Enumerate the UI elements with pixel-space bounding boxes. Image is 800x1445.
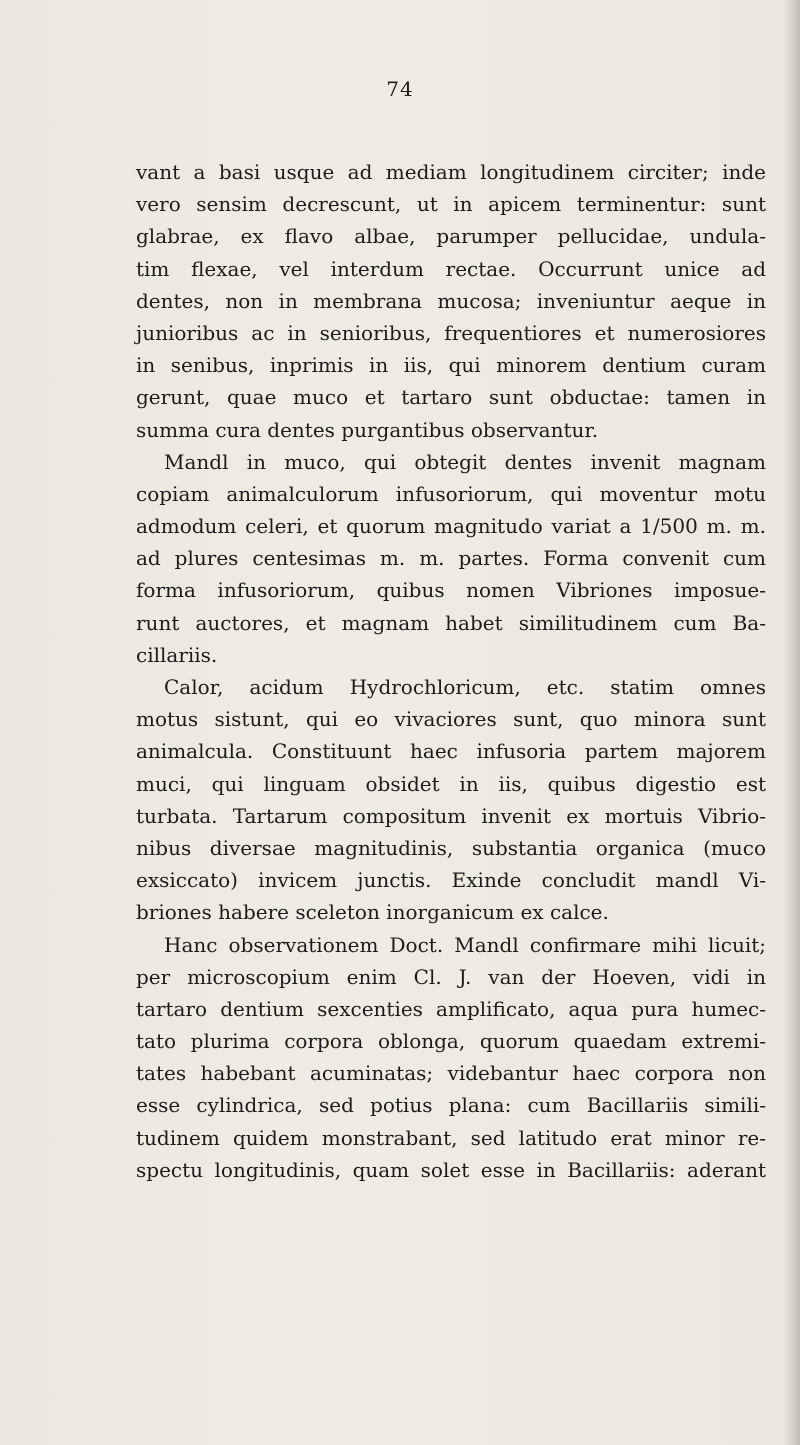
text-line: exsiccato) invicem junctis. Exinde concludit mandl Vi-: [136, 868, 766, 893]
text-line: motus sistunt, qui eo vivaciores sunt, quo minora sunt: [136, 707, 766, 732]
text-line: tates habebant acuminatas; videbantur haec corpora non: [136, 1061, 766, 1086]
text-line: nibus diversae magnitudinis, substantia organica (muco: [136, 835, 766, 860]
text-line: spectu longitudinis, quam solet esse in Bacillariis: aderant: [136, 1157, 766, 1182]
text-line: summa cura dentes purgantibus observantur.: [136, 417, 599, 442]
text-line: Calor, acidum Hydrochloricum, etc. statim omnes: [164, 675, 766, 699]
text-line: vant a basi usque ad mediam longitudinem circiter; inde: [136, 160, 766, 184]
page-edge-shadow: [784, 0, 800, 1445]
text-line: glabrae, ex flavo albae, parumper pellucidae, undula-: [136, 224, 766, 249]
text-line: admodum celeri, et quorum magnitudo variat a 1/500 m. m.: [136, 514, 766, 539]
text-line: copiam animalculorum infusoriorum, qui moventur motu: [136, 481, 766, 506]
text-line: turbata. Tartarum compositum invenit ex mortuis Vibrio-: [136, 803, 766, 828]
text-line: tim flexae, vel interdum rectae. Occurrunt unice ad: [136, 256, 766, 281]
text-line: per microscopium enim Cl. J. van der Hoeven, vidi in: [136, 964, 766, 989]
text-line: junioribus ac in senioribus, frequentiores et numerosiores: [136, 320, 766, 345]
text-line: tato plurima corpora oblonga, quorum quaedam extremi-: [136, 1029, 766, 1054]
text-line: Hanc observationem Doct. Mandl confirmare mihi licuit;: [164, 932, 766, 957]
text-line: briones habere sceleton inorganicum ex calce.: [136, 900, 609, 925]
text-line: gerunt, quae muco et tartaro sunt obductae: tamen in: [136, 385, 766, 410]
text-line: tartaro dentium sexcenties amplificato, aqua pura humec-: [136, 996, 766, 1021]
text-line: Mandl in muco, qui obtegit dentes invenit magnam: [164, 449, 766, 474]
page-number: 74: [386, 77, 414, 101]
text-line: vero sensim decrescunt, ut in apicem terminentur: sunt: [136, 192, 766, 217]
text-line: forma infusoriorum, quibus nomen Vibriones imposue-: [136, 578, 766, 603]
body-text: [136, 156, 766, 1186]
text-line: tudinem quidem monstrabant, sed latitudo erat minor re-: [136, 1125, 766, 1150]
text-line: ad plures centesimas m. m. partes. Forma convenit cum: [136, 546, 766, 571]
text-line: animalcula. Constituunt haec infusoria partem majorem: [136, 739, 766, 764]
text-line: muci, qui linguam obsidet in iis, quibus digestio est: [136, 771, 766, 796]
text-line: cillariis.: [136, 642, 218, 667]
text-line: dentes, non in membrana mucosa; inveniuntur aeque in: [136, 288, 766, 313]
text-line: runt auctores, et magnam habet similitudinem cum Ba-: [136, 610, 766, 635]
text-line: esse cylindrica, sed potius plana: cum Bacillariis simili-: [136, 1093, 766, 1118]
text-line: in senibus, inprimis in iis, qui minorem dentium curam: [136, 353, 766, 378]
